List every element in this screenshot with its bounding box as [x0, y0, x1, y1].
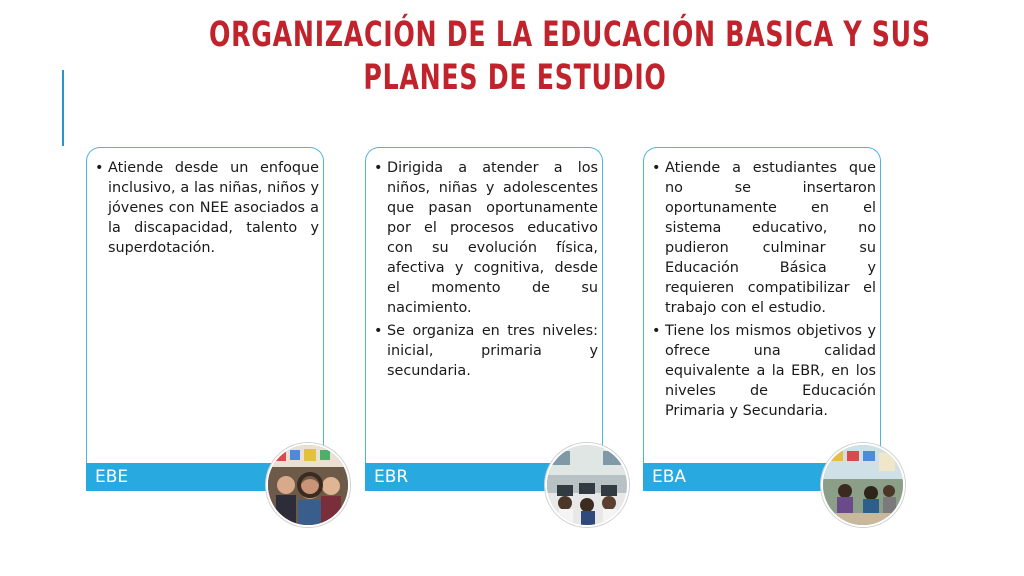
students-group-photo [266, 443, 350, 527]
card-ebe [86, 147, 324, 492]
card-bullet: • Dirigida a atender a los niños, niñas y adolescentes que pasan oportunamente por el procesos educativo con su evolución física, afectiva y cognitiva, desde el momento de su nacimiento. [374, 158, 598, 318]
card-bullet: • Atiende desde un enfoque inclusivo, a las niñas, niños y jóvenes con NEE asociados a la discapacidad, talento y superdotación. [95, 158, 319, 258]
card-box [86, 147, 324, 464]
card-bullet: • Atiende a estudiantes que no se insertaron oportunamente en el sistema educativo, no pudieron culminar su Educación Básica y requieren compatibilizar el trabajo con el estudio. [652, 158, 876, 318]
classroom-computers-photo [545, 443, 629, 527]
card-label: EBR [365, 463, 603, 491]
card-bullet: • Tiene los mismos objetivos y ofrece una calidad equivalente a la EBR, en los niveles de Educación Primaria y Secundaria. [652, 321, 876, 421]
card-ebr [365, 147, 603, 492]
card-body [374, 158, 598, 384]
card-body [652, 158, 876, 424]
card-eba [643, 147, 881, 492]
card-body [95, 158, 319, 261]
card-label: EBE [86, 463, 324, 491]
card-label: EBA [643, 463, 881, 491]
title-line-1: ORGANIZACIÓN DE LA EDUCACIÓN BASICA Y SUS [209, 15, 931, 55]
adult-classroom-photo [821, 443, 905, 527]
title-line-2: PLANES DE ESTUDIO [363, 58, 667, 98]
card-box [643, 147, 881, 464]
card-bullet: • Se organiza en tres niveles: inicial, primaria y secundaria. [374, 321, 598, 381]
slide-title [209, 14, 931, 100]
accent-bar [62, 70, 64, 146]
card-box [365, 147, 603, 464]
